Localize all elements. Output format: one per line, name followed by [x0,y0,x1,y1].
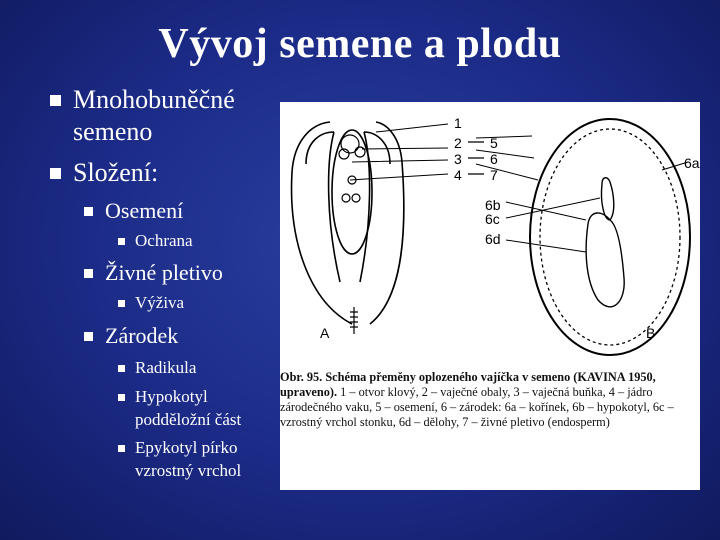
bullet-item [118,386,208,408]
bullet-square-icon [118,238,125,245]
bullet-square-icon [118,394,125,401]
bullet-continuation [135,409,241,431]
caption-heading: Schéma přeměny oplozeného vajíčka v semeno (KAVINA 1950, upraveno). [280,370,656,399]
ovule-drawing [292,122,448,334]
label-6b: 6b [485,197,501,213]
label-6a: 6a [684,155,700,171]
figure-caption [280,370,688,430]
bullet-square-icon [118,365,125,372]
bullet-continuation [73,116,152,148]
bullet-item [118,230,193,252]
label-A: A [320,325,330,341]
slide-title: Vývoj semene a plodu [158,21,562,67]
bullet-square-icon [84,207,93,216]
bullet-square-icon [118,445,125,452]
bullet-text: Výživa [135,293,185,312]
label-5: 5 [490,135,498,151]
bullet-square-icon [118,300,125,307]
label-1: 1 [454,115,462,131]
bullet-square-icon [50,95,61,106]
seed-diagram [280,102,700,364]
bullet-square-icon [50,168,61,179]
bullet-text: Hypokotyl [135,387,208,406]
bullet-text: Mnohobuněčné [73,85,235,114]
bullet-item [118,292,184,314]
label-2: 2 [454,135,462,151]
bullet-item [84,259,223,287]
bullet-text: vzrostný vrchol [135,461,242,480]
caption-body: 1 – otvor klový, 2 – vaječné obaly, 3 – vaječná buňka, 4 – jádro zárodečného vaku, 5 – osemení, 6 – zárodek: 6a – kořínek, 6b – hypokotyl, 6c – vzrostný vrchol stonku, 6d – dělohy, 7 – živné pletivo (endosperm) [280,385,674,429]
seed-development-figure [280,102,700,490]
bullet-text: Osemení [105,198,184,223]
label-6c: 6c [485,211,500,227]
label-7: 7 [490,167,498,183]
bullet-continuation [135,460,241,482]
bullet-item [84,197,183,225]
bullet-text: Živné pletivo [105,260,223,285]
label-6d: 6d [485,231,501,247]
bullet-square-icon [84,332,93,341]
bullet-text: Ochrana [135,231,193,250]
bullet-item [50,84,235,116]
bullet-text: Radikula [135,358,197,377]
label-3: 3 [454,151,462,167]
bullet-text: Zárodek [105,323,179,348]
bullet-text: podděložní část [135,410,242,429]
caption-number: Obr. 95. [280,370,323,384]
bullet-item [118,357,196,379]
bullet-item [84,322,178,350]
seed-drawing [476,119,690,355]
bullet-text: semeno [73,117,153,146]
label-6: 6 [490,151,498,167]
bullet-square-icon [84,269,93,278]
label-B: B [646,325,656,341]
bullet-item [118,437,237,459]
bullet-item [50,157,158,189]
label-4: 4 [454,167,462,183]
bullet-text: Složení: [73,158,159,187]
bullet-text: Epykotyl pírko [135,438,238,457]
